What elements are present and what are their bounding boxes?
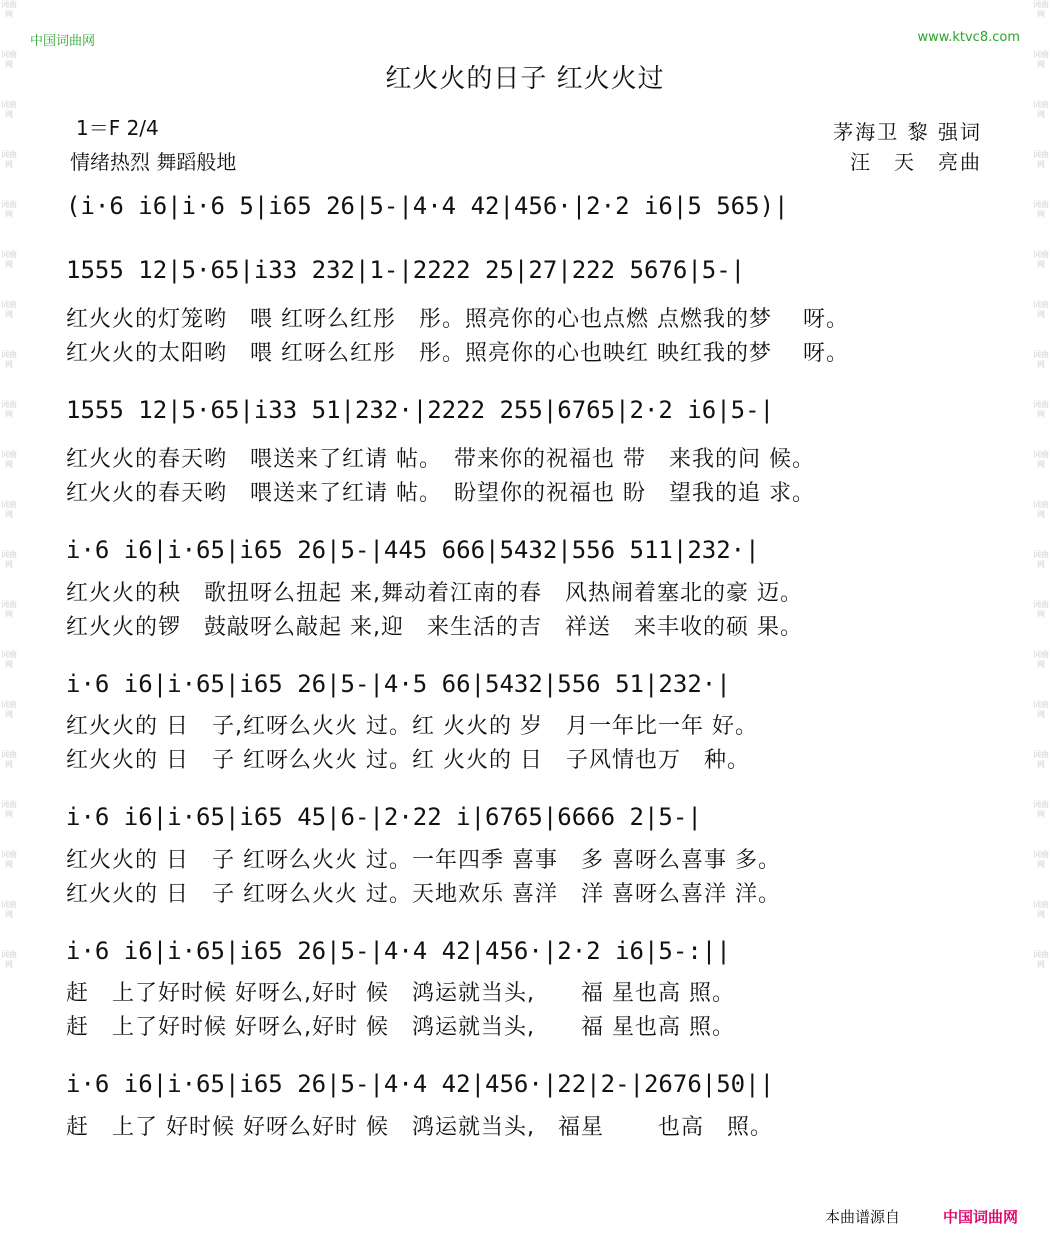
song-title: 红火火的日子 红火火过: [385, 64, 665, 94]
site-link-left[interactable]: 中国词曲网: [30, 34, 96, 49]
site-link-right[interactable]: www.ktvc8.com: [917, 30, 1020, 45]
notation-line: i·6 i6|i·65|i65 45|6-|2·22 i|6765|6666 2|5-|: [66, 803, 702, 831]
composer-credit: 汪 天 亮曲: [850, 150, 982, 174]
lyric-line: 红火火的 日 子 红呀么火火 过。一年四季 喜事 多 喜呀么喜事 多。: [66, 848, 781, 873]
notation-line: 1555 12|5·65|i33 51|232·|2222 255|6765|2·2 i6|5-|: [66, 396, 775, 424]
lyric-line: 红火火的春天哟 喂送来了红请 帖。 盼望你的祝福也 盼 望我的追 求。: [66, 481, 815, 506]
lyric-line: 红火火的锣 鼓敲呀么敲起 来,迎 来生活的吉 祥送 来丰收的硕 果。: [66, 615, 803, 640]
performance-mood: 情绪热烈 舞蹈般地: [70, 150, 237, 174]
notation-line: 1555 12|5·65|i33 232|1-|2222 25|27|222 5676|5-|: [66, 256, 746, 284]
lyric-line: 赶 上了好时候 好呀么,好时 候 鸿运就当头, 福 星也高 照。: [66, 981, 735, 1006]
notation-line: i·6 i6|i·65|i65 26|5-|4·5 66|5432|556 51|232·|: [66, 670, 731, 698]
notation-line: (i·6 i6|i·6 5|i65 26|5-|4·4 42|456·|2·2 i6|5 565)|: [66, 192, 789, 220]
lyric-line: 红火火的秧 歌扭呀么扭起 来,舞动着江南的春 风热闹着塞北的豪 迈。: [66, 581, 803, 606]
lyric-line: 红火火的 日 子 红呀么火火 过。红 火火的 日 子风情也万 种。: [66, 748, 750, 773]
watermark-strip-right: 词曲网 词曲网 词曲网 词曲网 词曲网 词曲网 词曲网 词曲网 词曲网 词曲网 词曲网 词曲网 词曲网 词曲网 词曲网 词曲网 词曲网 词曲网 词曲网 词曲网: [1033, 0, 1049, 969]
lyric-line: 红火火的太阳哟 喂 红呀么红彤 彤。照亮你的心也映红 映红我的梦 呀。: [66, 341, 849, 366]
key-time-signature: 1＝F 2/4: [76, 116, 159, 140]
source-label: 本曲谱源自: [824, 1208, 900, 1226]
watermark-strip-left: 词曲网 词曲网 词曲网 词曲网 词曲网 词曲网 词曲网 词曲网 词曲网 词曲网 词曲网 词曲网 词曲网 词曲网 词曲网 词曲网 词曲网 词曲网 词曲网 词曲网: [1, 0, 17, 969]
lyric-line: 赶 上了好时候 好呀么,好时 候 鸿运就当头, 福 星也高 照。: [66, 1015, 735, 1040]
lyric-line: 红火火的春天哟 喂送来了红请 帖。 带来你的祝福也 带 来我的问 候。: [66, 447, 815, 472]
lyric-line: 红火火的 日 子 红呀么火火 过。天地欢乐 喜洋 洋 喜呀么喜洋 洋。: [66, 882, 781, 907]
notation-line: i·6 i6|i·65|i65 26|5-|4·4 42|456·|2·2 i6|5-:||: [66, 937, 731, 965]
lyric-line: 赶 上了 好时候 好呀么好时 候 鸿运就当头, 福星 也高 照。: [66, 1115, 773, 1140]
lyricist-credit: 茅海卫 黎 强词: [833, 120, 982, 144]
lyric-line: 红火火的 日 子,红呀么火火 过。红 火火的 岁 月一年比一年 好。: [66, 714, 758, 739]
lyric-line: 红火火的灯笼哟 喂 红呀么红彤 彤。照亮你的心也点燃 点燃我的梦 呀。: [66, 307, 849, 332]
source-site-link[interactable]: 中国词曲网: [942, 1208, 1018, 1226]
notation-line: i·6 i6|i·65|i65 26|5-|445 666|5432|556 511|232·|: [66, 536, 760, 564]
notation-line: i·6 i6|i·65|i65 26|5-|4·4 42|456·|22|2-|2676|50||: [66, 1070, 775, 1098]
